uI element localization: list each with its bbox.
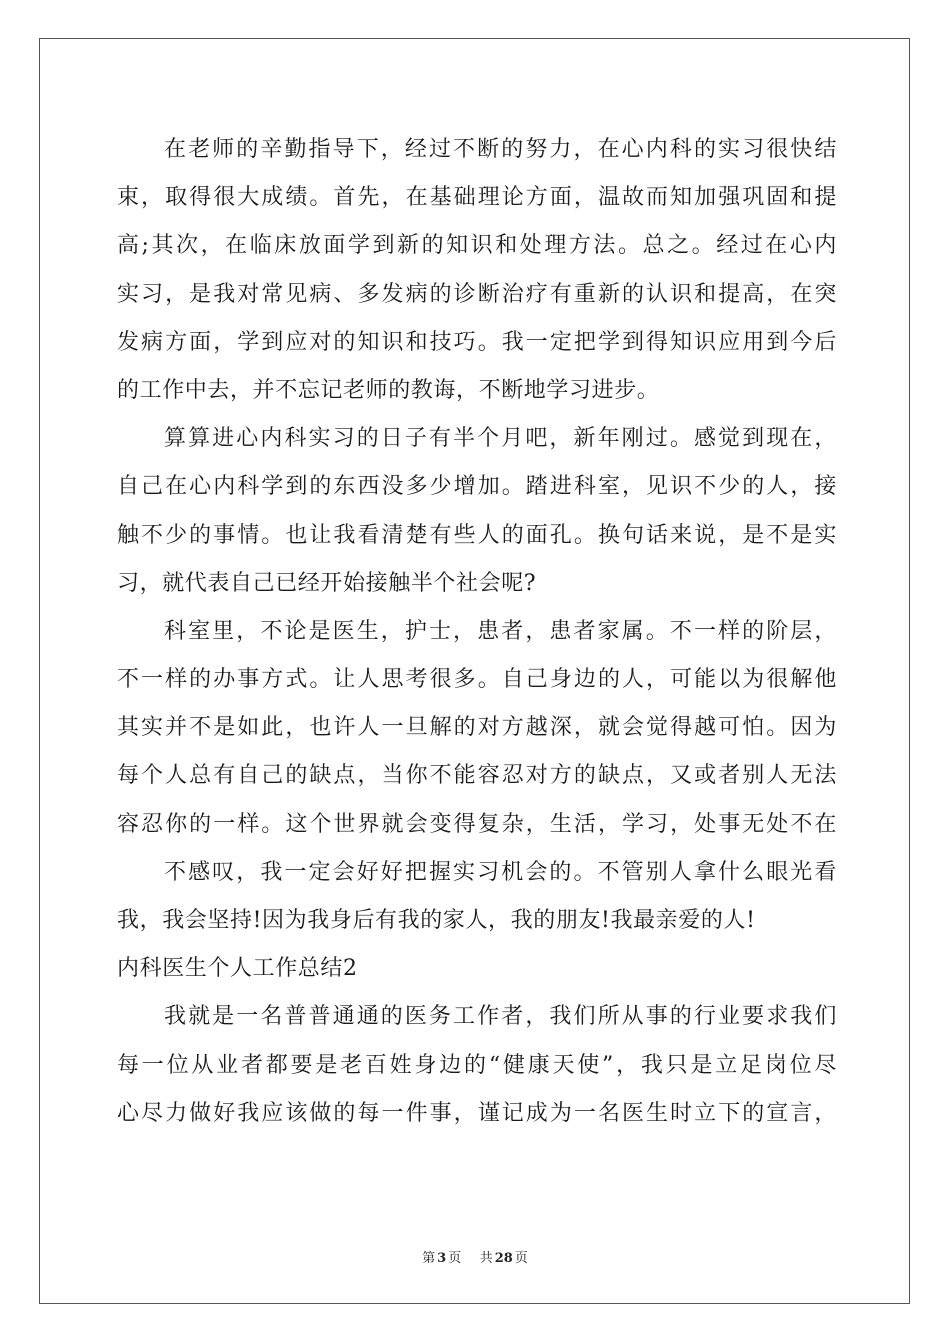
text-line: 在老师的辛勤指导下，经过不断的努力，在心内科的实习很快结	[164, 137, 837, 162]
text-line: 自己在心内科学到的东西没多少增加。踏进科室，见识不少的人，接	[117, 474, 837, 500]
text-line: 容忍你的一样。这个世界就会变得复杂，生活，学习，处事无处不在	[117, 811, 837, 837]
page-suffix: 页	[448, 1251, 462, 1266]
text-line: 算算进心内科实习的日子有半个月吧，新年刚过。感觉到现在，	[164, 426, 837, 452]
total-pages: 28	[494, 1251, 513, 1266]
text-line: 的工作中去，并不忘记老师的教诲，不断地学习进步。	[117, 377, 660, 403]
page-number: 3	[437, 1251, 447, 1266]
total-suffix: 页	[514, 1251, 528, 1266]
text-line: 每一位从业者都要是老百姓身边的“健康天使”，我只是立足岗位尽	[117, 1052, 837, 1078]
text-line: 触不少的事情。也让我看清楚有些人的面孔。换句话来说，是不是实	[117, 522, 837, 548]
text-line: 不一样的办事方式。让人思考很多。自己身边的人，可能以为很解他	[117, 667, 837, 693]
page-prefix: 第	[422, 1251, 436, 1266]
text-line: 不感叹，我一定会好好把握实习机会的。不管别人拿什么眼光看	[164, 859, 837, 885]
text-line: 心尽力做好我应该做的每一件事，谨记成为一名医生时立下的宣言，	[117, 1100, 837, 1126]
document-body	[117, 126, 837, 1138]
text-line: 其实并不是如此，也许人一旦解的对方越深，就会觉得越可怕。因为	[117, 715, 837, 741]
text-line: 我，我会坚持!因为我身后有我的家人，我的朋友!我最亲爱的人!	[117, 908, 756, 933]
text-line: 束，取得很大成绩。首先，在基础理论方面，温故而知加强巩固和提	[117, 185, 837, 211]
text-line: 每个人总有自己的缺点，当你不能容忍对方的缺点，又或者别人无法	[117, 763, 837, 789]
text-line: 科室里，不论是医生，护士，患者，患者家属。不一样的阶层，	[164, 618, 837, 644]
text-line: 高;其次，在临床放面学到新的知识和处理方法。总之。经过在心内	[117, 233, 837, 259]
total-prefix: 共	[479, 1251, 493, 1266]
section-heading: 内科医生个人工作总结2	[117, 956, 358, 982]
text-line: 我就是一名普普通通的医务工作者，我们所从事的行业要求我们	[164, 1004, 837, 1030]
text-line: 发病方面，学到应对的知识和技巧。我一定把学到得知识应用到今后	[117, 329, 837, 355]
text-line: 实习，是我对常见病、多发病的诊断治疗有重新的认识和提高，在突	[117, 281, 837, 307]
page-footer	[0, 1247, 950, 1266]
text-line: 习，就代表自己已经开始接触半个社会呢?	[117, 570, 537, 596]
